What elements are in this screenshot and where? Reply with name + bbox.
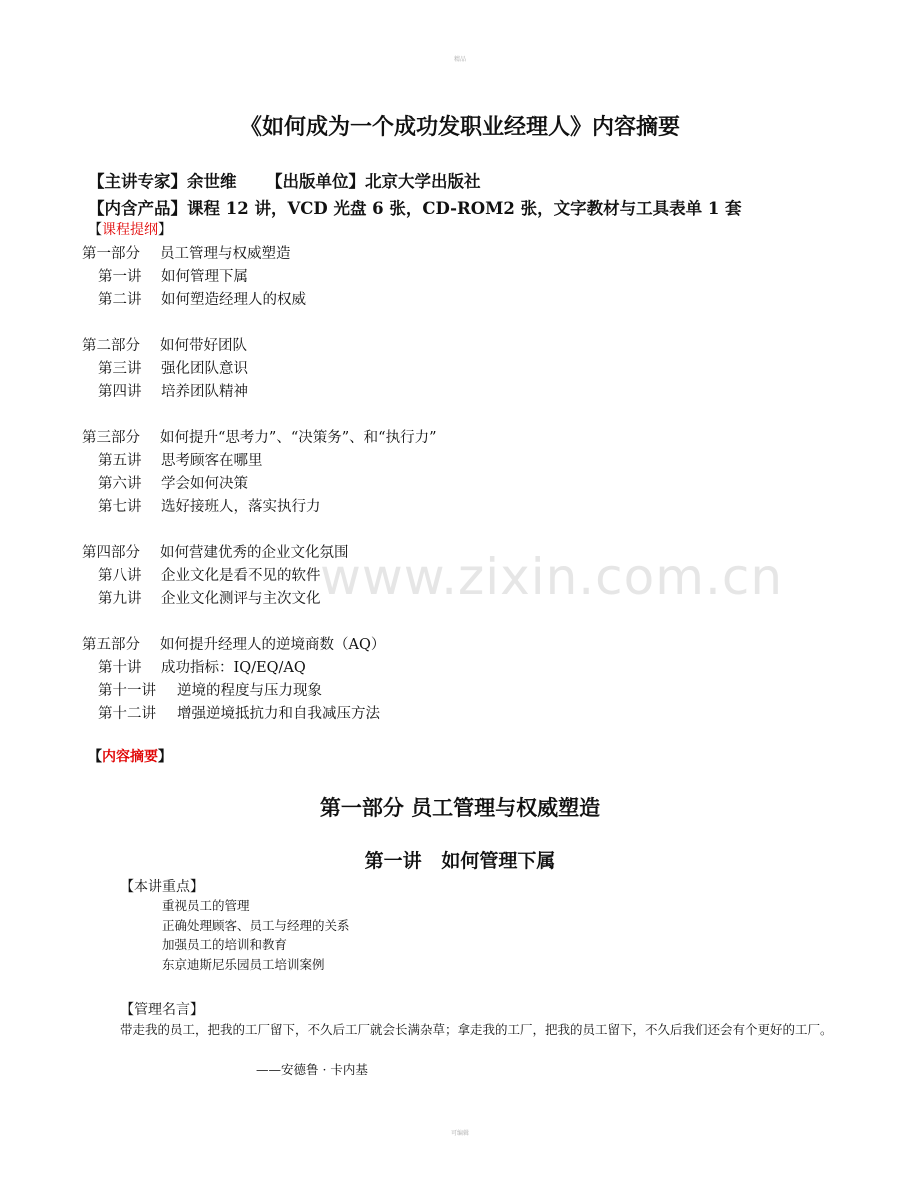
toc-lecture-no: 第七讲 [98, 499, 142, 515]
toc-part [82, 242, 291, 263]
toc-part-title: 如何营建优秀的企业文化氛围 [160, 545, 349, 561]
summary-bracket-open: 【 [88, 749, 102, 765]
toc-part [82, 633, 385, 654]
toc-lecture-no: 第三讲 [98, 361, 142, 377]
toc-part-no: 第三部分 [82, 430, 140, 446]
part-heading: 第一部分 员工管理与权威塑造 [319, 795, 601, 820]
document-title: 《如何成为一个成功发职业经理人》内容摘要 [239, 114, 680, 140]
toc-lecture-no: 第五讲 [98, 453, 142, 469]
toc-lecture [98, 380, 248, 401]
toc-part-title: 员工管理与权威塑造 [160, 246, 291, 262]
toc-lecture-title: 如何管理下属 [161, 269, 248, 285]
toc-lecture-no: 第十二讲 [98, 706, 156, 722]
outline-bracket-open: 【 [88, 222, 102, 238]
lecture-heading: 第一讲 如何管理下属 [364, 850, 556, 872]
toc-part-no: 第二部分 [82, 338, 140, 354]
toc-lecture-title: 培养团队精神 [161, 384, 248, 400]
toc-lecture-no: 第二讲 [98, 292, 142, 308]
toc-part-no: 第一部分 [82, 246, 140, 262]
toc-lecture [98, 564, 321, 585]
key-point: 加强员工的培训和教育 [162, 937, 288, 952]
toc-lecture [98, 679, 322, 700]
toc-lecture-title: 成功指标：IQ/EQ/AQ [161, 660, 306, 676]
outline-bracket-close: 】 [158, 222, 172, 238]
toc-lecture-title: 企业文化是看不见的软件 [161, 568, 321, 584]
toc-lecture [98, 702, 380, 723]
toc-lecture [98, 587, 321, 608]
toc-lecture-title: 思考顾客在哪里 [161, 453, 263, 469]
key-point: 东京迪斯尼乐园员工培训案例 [162, 957, 325, 972]
toc-lecture [98, 357, 248, 378]
toc-part [82, 334, 247, 355]
toc-lecture-title: 企业文化测评与主次文化 [161, 591, 321, 607]
page-footer: 可编辑 [450, 1130, 469, 1137]
toc-part-no: 第五部分 [82, 637, 140, 653]
meta-line-2: 【内含产品】课程 12 讲，VCD 光盘 6 张，CD-ROM2 张，文字教材与工具表单 1 套 [88, 199, 742, 218]
toc-lecture-title: 如何塑造经理人的权威 [161, 292, 306, 308]
toc-lecture-no: 第一讲 [98, 269, 142, 285]
toc-lecture-no: 第十讲 [98, 660, 142, 676]
toc-lecture [98, 265, 248, 286]
summary-label-text: 内容摘要 [102, 749, 158, 765]
meta-publisher: 【出版单位】北京大学出版社 [266, 172, 481, 191]
outline-label-text: 课程提纲 [102, 222, 158, 238]
management-quote: 带走我的员工，把我的工厂留下，不久后工厂就会长满杂草；拿走我的工厂，把我的员工留下，不久后我们还会有个更好的工厂。 [120, 1022, 833, 1037]
summary-label [88, 746, 172, 766]
watermark: www.zixin.com.cn [320, 548, 784, 606]
toc-part-title: 如何提升“思考力”、“决策务”、和“执行力” [160, 430, 437, 446]
toc-part-title: 如何带好团队 [160, 338, 247, 354]
toc-lecture [98, 656, 306, 677]
toc-lecture-no: 第六讲 [98, 476, 142, 492]
toc-lecture-no: 第四讲 [98, 384, 142, 400]
page-header: 精品 [453, 56, 466, 63]
outline-label [88, 219, 172, 239]
toc-part-title: 如何提升经理人的逆境商数（AQ） [160, 637, 386, 653]
quote-label: 【管理名言】 [120, 1002, 204, 1018]
meta-line-1 [88, 168, 481, 192]
toc-lecture-no: 第八讲 [98, 568, 142, 584]
toc-lecture [98, 472, 248, 493]
key-point: 正确处理顾客、员工与经理的关系 [162, 918, 350, 933]
toc-lecture [98, 449, 263, 470]
meta-lecturer: 【主讲专家】余世维 [88, 172, 237, 191]
toc-lecture-title: 增强逆境抵抗力和自我减压方法 [177, 706, 380, 722]
toc-lecture [98, 288, 306, 309]
toc-lecture-no: 第九讲 [98, 591, 142, 607]
toc-lecture-title: 逆境的程度与压力现象 [177, 683, 322, 699]
toc-lecture [98, 495, 321, 516]
toc-part [82, 541, 349, 562]
toc-lecture-title: 选好接班人，落实执行力 [161, 499, 321, 515]
toc-lecture-title: 学会如何决策 [161, 476, 248, 492]
toc-lecture-no: 第十一讲 [98, 683, 156, 699]
key-point: 重视员工的管理 [162, 898, 250, 913]
summary-bracket-close: 】 [158, 749, 172, 765]
toc-part [82, 426, 436, 447]
quote-author: ——安德鲁 · 卡内基 [256, 1062, 368, 1077]
toc-lecture-title: 强化团队意识 [161, 361, 248, 377]
toc-part-no: 第四部分 [82, 545, 140, 561]
key-points-label: 【本讲重点】 [120, 879, 204, 895]
